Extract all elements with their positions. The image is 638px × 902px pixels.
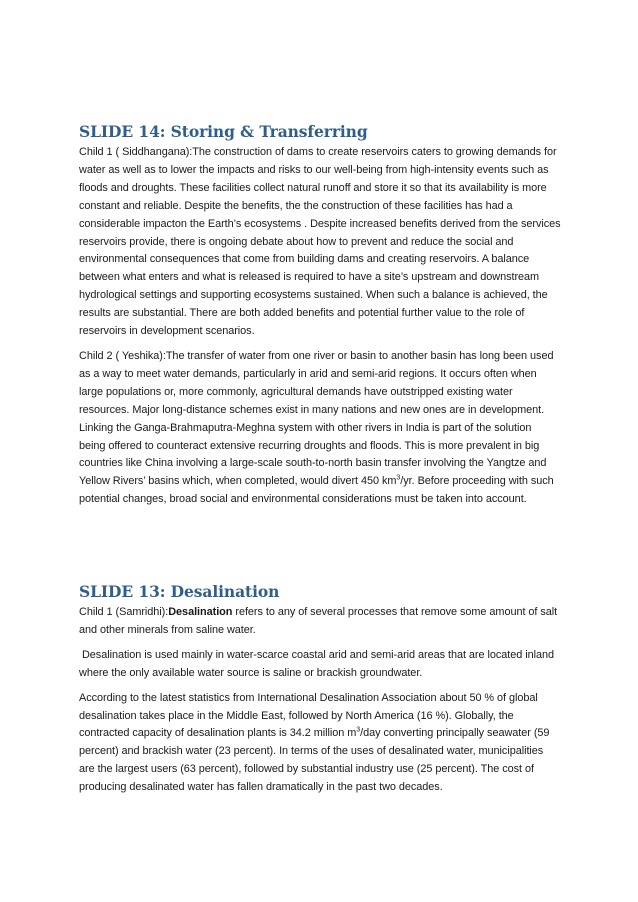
text-line: being offered to counteract extensive recurring droughts and floods. This is more prevalent in big	[79, 439, 540, 452]
text-line: Child 2 ( Yeshika):The transfer of water from one river or basin to another basin has long been used	[79, 349, 554, 362]
text-line: Desalination is used mainly in water-scarce coastal arid and semi-arid areas that are located inland	[79, 648, 554, 661]
text-line: are the largest users (63 percent), followed by substantial industry use (25 percent). The cost of	[79, 763, 534, 776]
text-line: constant and reliable. Despite the benefits, the the construction of these facilities has had a	[79, 199, 513, 212]
text-line: and other minerals from saline water.	[79, 623, 256, 636]
slide-13-heading: SLIDE 13: Desalination	[79, 582, 280, 601]
slide-14-heading: SLIDE 14: Storing & Transferring	[79, 122, 368, 141]
text-line: resources. Major long-distance schemes exist in many nations and new ones are in development.	[79, 403, 545, 416]
text-line: Child 1 ( Siddhangana):The construction of dams to create reservoirs caters to growing demands for	[79, 146, 557, 158]
slide-14-paragraph-2	[79, 348, 569, 509]
bold-term: Desalination	[168, 606, 233, 618]
text-line: large populations or, more commonly, agricultural demands have outstripped existing water	[79, 385, 513, 398]
text-fragment: /day converting principally seawater (59	[360, 727, 550, 740]
text-line: water as well as to lower the impacts and risks to our well-being from high-intensity events such as	[79, 163, 549, 176]
text-line: considerable impacton the Earth’s ecosystems . Despite increased benefits derived from the services	[79, 217, 561, 230]
text-line: hydrological settings and supporting ecosystems sustained. When such a balance is achieved, the	[79, 289, 548, 302]
slide-13-paragraph-1	[79, 604, 569, 640]
text-line: where the only available water source is saline or brackish groundwater.	[79, 666, 423, 679]
text-line: percent) and brackish water (23 percent). In terms of the uses of desalinated water, municipalities	[79, 745, 544, 758]
text-line: environmental consequences that come from building dams and creating reservoirs. A balance	[79, 253, 530, 266]
text-line	[79, 725, 569, 743]
text-line	[79, 604, 569, 622]
text-line: According to the latest statistics from International Desalination Association about 50 % of global	[79, 691, 538, 704]
text-line: floods and droughts. These facilities collect natural runoff and store it so that its availability is more	[79, 181, 547, 194]
text-fragment: /yr. Before proceeding with such	[400, 475, 554, 488]
slide-13-paragraph-3	[79, 690, 569, 797]
text-fragment: Yellow Rivers’ basins which, when completed, would divert 450 km	[79, 475, 397, 488]
superscript: 3	[396, 474, 401, 482]
text-line: Linking the Ganga-Brahmaputra-Meghna system with other rivers in India is part of the solution	[79, 421, 532, 434]
text-fragment: refers to any of several processes that remove some amount of salt	[232, 606, 558, 618]
slide-14-section	[79, 122, 569, 516]
text-line: producing desalinated water has fallen dramatically in the past two decades.	[79, 781, 443, 794]
text-line: countries like China involving a large-scale south-to-north basin transfer involving the Yangtze and	[79, 457, 547, 470]
text-line: as a way to meet water demands, particularly in arid and semi-arid regions. It occurs often when	[79, 367, 537, 380]
slide-13-paragraph-2	[79, 647, 569, 683]
text-line: between what enters and what is released is required to have a site’s upstream and downstream	[79, 271, 540, 284]
text-line: reservoirs in development scenarios.	[79, 325, 255, 338]
superscript: 3	[356, 726, 361, 734]
text-fragment: contracted capacity of desalination plants is 34.2 million m	[79, 727, 357, 740]
text-line: reservoirs provide, there is ongoing debate about how to prevent and reduce the social and	[79, 235, 514, 248]
text-line	[79, 473, 569, 491]
text-line: desalination takes place in the Middle East, followed by North America (16 %). Globally, the	[79, 709, 514, 722]
text-line: potential changes, broad social and environmental considerations must be taken into account.	[79, 493, 527, 506]
slide-14-paragraph-1	[79, 144, 569, 341]
text-fragment: Child 1 (Samridhi):	[79, 606, 169, 618]
slide-13-section	[79, 582, 569, 804]
text-line: results are substantial. There are both added benefits and potential further value to the role of	[79, 307, 525, 320]
